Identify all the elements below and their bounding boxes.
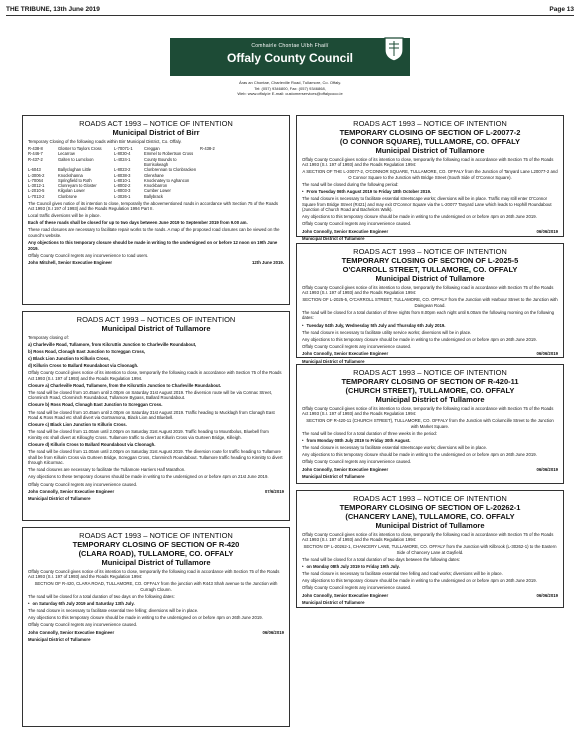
- road-name: Cumber Lower: [144, 188, 171, 194]
- notice-paragraph: The road closure is necessary to facilitate essential streetscape works; diversions will be in place. Traffic may still enter O'Connor Square from Bridge Street (R421) and may exit O'Connor Square via the L-20077 Tanyard Lane which leads to Hophill Roundabout (Junction of Church Road and Bachelors Walk).: [302, 196, 552, 213]
- notice-paragraph: Closure c) Black Lion Junction to Killurin Cross.: [28, 422, 127, 428]
- road-name: Knockbarron: [144, 183, 168, 189]
- council-contact: [170, 80, 410, 97]
- road-code: R-438-2: [200, 146, 215, 152]
- notice-birr: [22, 115, 290, 305]
- notice-signature: [302, 351, 558, 357]
- notice-paragraph: Offaly County Council regrets any inconvenience caused.: [302, 459, 412, 465]
- notice-paragraph: Local traffic diversions will be in place.: [28, 213, 101, 219]
- notice-date: 07/6/2019: [264, 489, 284, 495]
- road-code: L-8023-2: [114, 167, 131, 173]
- road-code: L-7013-2: [28, 193, 45, 199]
- road-code: L-8010-1: [114, 177, 131, 183]
- road-code: L-70064: [28, 177, 44, 183]
- notice-paragraph: c) Black Lion Junction to Killurin Cross,: [28, 355, 110, 361]
- notice-subtitle: TEMPORARY CLOSING OF SECTION OF L-2025-5: [341, 256, 519, 265]
- road-code: R-438-8: [28, 146, 43, 152]
- road-name: Glenshane: [144, 172, 164, 178]
- council-crest-icon: [383, 36, 405, 62]
- notice-church: [296, 364, 564, 484]
- road-name: Ballybrack: [144, 193, 163, 199]
- notice-paragraph: Offaly County Council regrets any inconvenience caused.: [302, 585, 412, 591]
- road-name: County Bounds to Borrisokeagh: [144, 156, 177, 167]
- signatory-district: Municipal District of Tullamore: [302, 358, 365, 364]
- notice-paragraph: b) Ross Road, Clonagh East Junction to Screggan Cross,: [28, 348, 146, 354]
- signatory: John Connolly, Senior Executive Engineer: [302, 592, 389, 598]
- signatory: John Connolly, Senior Executive Engineer: [302, 466, 389, 472]
- notice-paragraph: Offaly County Council gives notice of its intention to close, temporarily the following road in accordance with Section 75 of the Roads Act 1993 (S.I. 197 of 1993) and the Roads Regulation 1994:: [302, 284, 554, 296]
- notice-paragraph: Offaly County Council regrets any inconvenience caused.: [302, 343, 412, 349]
- notice-location: O'CARROLL STREET, TULLAMORE, CO. OFFALY: [342, 265, 518, 274]
- council-name: Offaly County Council: [227, 51, 353, 65]
- road-code: [200, 194, 230, 199]
- closure-date: • on Monday 08th July 2019 to Friday 19th July.: [302, 564, 558, 570]
- notice-date: 06/06/2019: [262, 629, 284, 635]
- road-code: L-3026-1: [114, 193, 131, 199]
- notice-location: (CHANCERY LANE), TULLAMORE, CO. OFFALY: [345, 512, 515, 521]
- road-code: L-8030-4: [114, 151, 131, 157]
- road-code: L-8002-2: [114, 183, 131, 189]
- notice-date: 06/06/2019: [536, 229, 558, 235]
- signatory-district: Municipal District of Tullamore: [302, 236, 365, 242]
- notice-paragraph: Closure d) Killurin Cross to Ballard Roundabout via Cloonagh.: [28, 442, 156, 447]
- road-entry: [114, 157, 198, 168]
- road-code: R-446-7: [28, 151, 43, 157]
- signatory: John Mitchell, Senior Executive Engineer: [28, 260, 113, 266]
- notice-district: Municipal District of Birr: [112, 128, 200, 137]
- notice-tullamore-roads: [22, 311, 290, 521]
- notice-subtitle: TEMPORARY CLOSING OF SECTION OF L-20077-2: [339, 128, 521, 137]
- notice-paragraph: SECTION OF L-2025-5, O'CARROLL STREET, TULLAMORE, CO. OFFALY from the Junction with Harbour Street to the Junction with Daingean Road.: [302, 297, 558, 308]
- council-irish-name: Comhairle Chontae Uíbh Fhailí: [251, 43, 329, 49]
- notice-district: Municipal District of Tullamore: [375, 146, 485, 155]
- road-code: L-8038-3: [114, 172, 131, 178]
- notice-paragraph: SECTION OF R-420, CLARA ROAD, TULLAMORE, CO. OFFALY from the junction with R443 Shah avenue to the Junction with Curragh Clounn.: [34, 581, 278, 592]
- notice-paragraph: Offaly County Council regrets any inconvenience caused.: [28, 622, 138, 628]
- road-name: Gloster to Taylors Cross: [58, 146, 102, 152]
- signatory: John Connolly, Senior Executive Engineer: [28, 489, 115, 495]
- notice-title: ROADS ACT 1993 – NOTICE OF INTENTION: [79, 119, 233, 128]
- notice-paragraph: Offaly County Council gives notice of its intention to close, temporarily the following road in accordance with Section 75 of the Roads Act 1993 (S.I. 197 of 1993) and the Roads Regulation 1994:: [302, 405, 554, 417]
- council-banner: [170, 38, 410, 76]
- notice-paragraph: The road will be closed from 11.00am until 2.00pm on Saturday 31st August 2019. Traffic heading to Mountbolus, Bluebell from Kinnitty etc shall divert at Killoughy Cross. Tullamore traffic to divert at Killurin Cross via Gurteen Bridge, Killeigh.: [28, 429, 269, 440]
- closure-dates: [302, 438, 558, 444]
- notice-paragraph: Offaly County Council gives notice of its intention to close, temporarily the following road in accordance with Section 75 of the Roads Act 1993 (S.I. 197 of 1993) and the Roads Regulation 1994:: [28, 568, 280, 580]
- road-code: L-8003-3: [114, 188, 131, 194]
- road-code: L-4024-1: [114, 156, 131, 162]
- notice-paragraph: Closure b) Ross Road, Clonagh East Junction to Screggan Cross.: [28, 402, 163, 408]
- notice-paragraph: Offaly County Council regrets any inconvenience caused.: [28, 481, 138, 487]
- notice-chancery: [296, 490, 564, 608]
- publication-name: THE TRIBUNE, 13th June 2019: [6, 6, 100, 13]
- road-entry: [28, 194, 112, 199]
- signatory-district: Municipal District of Tullamore: [302, 473, 365, 479]
- notice-signature: [302, 229, 558, 235]
- notice-paragraph: SECTION OF L-20262-1, CHANCERY LANE, TULLAMORE, CO. OFFALY from the Junction with Kilbrook (L-30262-1) to the Eastern Side of Chancery Lane at Gayfield.: [303, 544, 557, 555]
- notice-paragraph: Any objections to this temporary closure should be made in writing to the undersigned on or before 4pm on 26th June 2019.: [302, 452, 537, 458]
- notice-paragraph: The road will be closed from 10.45am until 2.00pm on Saturday 31st August 2019. Traffic heading to Mucklagh from Clonagh East Road & Ross Road etc shall divert via Gortnamona, Black Lion and Bluebell.: [28, 409, 275, 421]
- notice-paragraph: Temporary closing of:: [28, 334, 69, 340]
- notice-date: 06/06/2019: [536, 466, 558, 472]
- signatory: John Connolly, Senior Executive Engineer: [302, 229, 389, 235]
- notice-paragraph: Offaly County Council gives notice of its intention to close, temporarily the following road in accordance with Section 75 of the Roads Act 1993 (S.I. 197 of 1993) and the Roads Regulation 1994:: [302, 156, 554, 168]
- signatory-district: Municipal District of Tullamore: [28, 636, 91, 642]
- council-phone: Tel: (057) 9346800, Fax: (057) 9346868,: [254, 85, 326, 91]
- notice-location: (O CONNOR SQUARE), TULLAMORE, CO. OFFALY: [339, 137, 521, 146]
- road-entry: [28, 157, 112, 168]
- page-number: Page 13: [549, 6, 574, 13]
- notice-paragraph: The road closures are necessary to facilitate the Tullamore Harriers Half Marathon.: [28, 467, 186, 473]
- council-web: Web: www.offaly.ie E-mail: customerservices@offalycoco.ie: [237, 91, 343, 96]
- notice-paragraph: The road will be closed for a total duration of three nights from 8.00pm each night until 6.00am the following morning on the following dates:: [302, 309, 554, 321]
- council-address: Áras an Chontae, Charleville Road, Tullamore, Co. Offaly.: [238, 80, 342, 85]
- notice-clara: [22, 527, 290, 727]
- notice-paragraph: The road closure is necessary to facilitate essential streetscape works; diversions will be in place.: [302, 445, 488, 451]
- notice-paragraph: Offaly County Council gives notice of its intention to close, temporarily the following roads in accordance with Section 75 of the Roads Act 1993 (S.I. 197 of 1993) and the Roads Regulation 1994.: [28, 369, 282, 381]
- notice-signature: [28, 489, 284, 495]
- road-name: Knocknatey to Aghancon: [144, 177, 190, 183]
- road-code: L-3012-1: [28, 183, 45, 189]
- notice-title: ROADS ACT 1993 – NOTICE OF INTENTION: [79, 531, 233, 540]
- road-code: L-6043: [28, 167, 41, 173]
- notice-signature: [28, 630, 284, 636]
- road-name: Emmel to Robertson Cross: [144, 151, 194, 157]
- notice-paragraph: Offaly County Council gives notice of its intention to close, temporarily the following road in accordance with Section 75 of the Roads Act 1993 (S.I. 197 of 1993) and the Roads Regulation 1994:: [302, 531, 554, 543]
- notice-paragraph: a) Charleville Road, Tullamore, from Kilcruttin Junction to Charleville Roundabout,: [28, 341, 197, 347]
- road-list: [28, 146, 284, 199]
- notice-paragraph: Offaly County Council regrets any inconvenience to road users.: [28, 252, 149, 258]
- notice-location: (CHURCH STREET), TULLAMORE, CO. OFFALY: [345, 386, 515, 395]
- road-name: Lecarrow: [58, 151, 75, 157]
- notice-signature: [28, 260, 284, 266]
- notice-paragraph: SECTION OF R-420-11 (CHURCH STREET), TULLAMORE, CO. OFFALY from the Junction with Columcille Street to the Junction with Market Square.: [306, 418, 554, 429]
- notice-paragraph: The Council gives notice of its intention to close, temporarily the abovementioned roads in accordance with Section 75 of the Roads Act 1993 (S.I 197 of 1993) and the Roads Regulation 1994 Part II.: [28, 200, 279, 212]
- notice-title: ROADS ACT 1993 – NOTICE OF INTENTION: [353, 494, 507, 503]
- road-name: Clonreyam to Gloster: [58, 183, 97, 189]
- notice-paragraph: Any objections to this temporary closure should be made in writing to the undersigned on or before 4pm on 26th June 2019.: [302, 214, 537, 220]
- notice-paragraph: The road will be closed during the following period:: [302, 181, 399, 187]
- notice-paragraph: Offaly County Council regrets any inconvenience caused.: [302, 221, 412, 227]
- notice-paragraph: The road will be closed from 11.00am until 2.00pm on Saturday 31st August 2019. The diversion route for traffic heading to Tullamore shall be from Killurin Cross via Gurteen Bridge, Screggan Cross, Clonminch Roundabout. Tullamore traffic heading to Kinnitty to divert through Kilcormac.: [28, 449, 283, 466]
- road-entry: [200, 157, 284, 168]
- notice-paragraph: The road will be closed for a total duration of three weeks in the period:: [302, 430, 437, 436]
- notice-paragraph: The road will be closed for a total duration of two days between the following dates:: [302, 556, 461, 562]
- notice-signature: [302, 593, 558, 599]
- notice-paragraph: Any objections to this temporary closure should be made in writing to the undersigned on or before 4pm on 26th June 2019.: [302, 578, 537, 584]
- notice-subtitle: TEMPORARY CLOSING OF SECTION OF R-420: [72, 540, 240, 549]
- closure-date: • From Tuesday 06th August 2019 to Friday 18th October 2019.: [302, 189, 558, 195]
- notice-oconnor: [296, 115, 564, 242]
- signatory: John Connolly, Senior Executive Engineer: [28, 629, 115, 635]
- closure-date: • from Monday 08th July 2019 to Friday 30th August.: [302, 438, 558, 444]
- road-code: R-437-2: [28, 156, 43, 162]
- notice-title: ROADS ACT 1993 – NOTICES OF INTENTION: [76, 315, 236, 324]
- road-name: Kilgolan Lower: [58, 188, 85, 194]
- notice-date: 12th June 2019.: [251, 260, 284, 266]
- closure-dates: [302, 564, 558, 570]
- closure-date: • on Saturday 6th July 2019 and Saturday 13th July.: [28, 601, 284, 607]
- road-entry: [200, 194, 284, 199]
- notice-district: Municipal District of Tullamore: [375, 395, 485, 404]
- closure-date: • Tuesday 04th July, Wednesday 5th July and Thursday 6th July 2019.: [302, 323, 558, 329]
- road-name: Clonbrennan to Clonbracken: [144, 167, 197, 173]
- road-name: Creggan: [144, 146, 160, 152]
- notice-paragraph: Any objections to this temporary closure should be made in writing to the undersigned on or before 4pm on 26th June 2019.: [302, 336, 537, 342]
- signatory: John Connolly, Senior Executive Engineer: [302, 351, 389, 357]
- notice-subtitle: TEMPORARY CLOSING OF SECTION OF L-20262-1: [339, 503, 521, 512]
- road-name: Ballycloghan Little: [58, 167, 91, 173]
- notice-intro: Temporary Closing of the following roads within Birr Municipal District, Co. Offaly.: [28, 138, 182, 144]
- closure-dates: [28, 601, 284, 607]
- notice-district: Municipal District of Tullamore: [101, 324, 211, 333]
- notice-title: ROADS ACT 1993 – NOTICE OF INTENTION: [353, 247, 507, 256]
- notice-paragraph: d) Killurin Cross to Ballard Roundabout via Cloonagh.: [28, 362, 139, 368]
- notice-paragraph: Any objections to these temporary closures should be made in writing to the undersigned on or before 4pm on 21st June 2019.: [28, 474, 269, 480]
- notice-district: Municipal District of Tullamore: [375, 274, 485, 283]
- road-name: Galten to Lumcloon: [58, 156, 94, 162]
- road-code: [200, 157, 230, 168]
- notice-ocarroll: [296, 243, 564, 364]
- notice-district: Municipal District of Tullamore: [101, 558, 211, 567]
- notice-signature: [302, 467, 558, 473]
- notice-location: (CLARA ROAD), TULLAMORE, CO. OFFALY: [78, 549, 234, 558]
- notice-paragraph: These road closures are necessary to facilitate repair works to the roads. A map of the proposed road closures can be viewed on the council's website.: [28, 227, 280, 239]
- notice-paragraph: Each of these roads shall be closed for up to two days between June 2019 to September 2019 from 9.00 am.: [28, 220, 248, 226]
- road-name: Clonbrone: [58, 193, 77, 199]
- closure-dates: [302, 323, 558, 329]
- page-header: [6, 4, 574, 16]
- notice-title: ROADS ACT 1993 – NOTICE OF INTENTION: [353, 368, 507, 377]
- notice-paragraph: Any objections to this temporary closure should be made in writing to the undersigned on or before 4pm on 26th June 2019.: [28, 615, 263, 621]
- road-code: L-3006-2: [28, 172, 45, 178]
- notice-district: Municipal District of Tullamore: [375, 521, 485, 530]
- notice-date: 06/06/2019: [536, 351, 558, 357]
- road-name: Knockshanna: [58, 172, 83, 178]
- notice-subtitle: TEMPORARY CLOSING OF SECTION OF R-420-11: [341, 377, 519, 386]
- notice-paragraph: The road closure is necessary to facilitate essential tree felling and road works; diversions will be in place.: [302, 571, 503, 577]
- notice-date: 06/06/2019: [536, 592, 558, 598]
- notice-title: ROADS ACT 1993 – NOTICE OF INTENTION: [353, 119, 507, 128]
- closure-dates: [302, 189, 558, 195]
- notice-paragraph: Any objections to this temporary closure should be made in writing to the undersigned on or before 12 noon on 19th June 2019.: [28, 240, 278, 251]
- signatory-district: Municipal District of Tullamore: [302, 599, 365, 605]
- road-code: L-2010-5: [28, 188, 45, 194]
- notice-paragraph: The road will be closed for a total duration of two days on the following dates:: [28, 593, 175, 599]
- road-entry: [114, 194, 198, 199]
- road-name: Springfield to Roth: [58, 177, 92, 183]
- road-code: L-70071-1: [114, 146, 133, 152]
- notice-paragraph: A SECTION OF THE L-20077-2, O'CONNOR SQUARE, TULLAMORE, CO. OFFALY from the Junction of Tanyard Lane L20077-2 and O Connor Square to the Junction with Bridge Street (South Side of O'Connor Square).: [302, 169, 558, 180]
- notice-paragraph: The road will be closed from 10.45am until 2.00pm on Saturday 31st August 2019. The diversion route will be via Cormac Street, Clonminch Road, Clonminch Roundabout, Tullamore Bypass, Ballard Roundabout.: [28, 389, 273, 401]
- notice-paragraph: The road closure is necessary to facilitate essential tree felling; diversions will be in place.: [28, 608, 199, 614]
- signatory-district: Municipal District of Tullamore: [28, 496, 91, 502]
- notice-paragraph: Closure a) Charleville Road, Tullamore, from the Kilcruttin Junction to Charleville Roundabout.: [28, 382, 222, 388]
- notice-paragraph: The road closure is necessary to facilitate utility service works; diversions will be in place.: [302, 329, 472, 335]
